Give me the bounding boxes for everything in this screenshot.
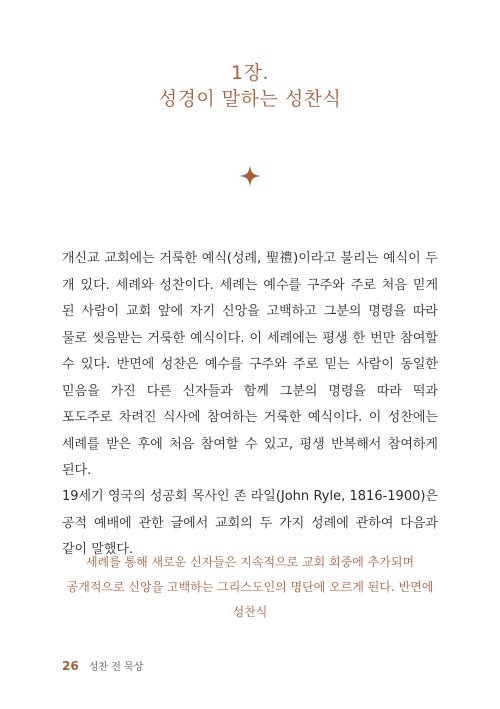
running-title: 성찬 전 묵상 (88, 662, 144, 673)
page-number: 26 (62, 659, 79, 673)
four-point-star-icon (238, 164, 262, 188)
body-paragraph-2: 19세기 영국의 성공회 목사인 존 라일(John Ryle, 1816-1900)은 공적 예배에 관한 글에서 교회의 두 가지 성례에 관하여 다음과 같이 말했다. (62, 489, 438, 557)
chapter-number: 1장. (231, 62, 269, 84)
page-footer (62, 658, 143, 673)
body-paragraph-1: 개신교 교회에는 거룩한 예식(성례, 聖禮)이라고 불리는 예식이 두 개 있다. 세례와 성찬이다. 세례는 예수를 구주와 주로 처음 믿게 된 사람이 교회 앞에 자기 신앙을 고백하고 그분의 명령을 따라 물로 씻음받는 거룩한 예식이다. 이 세례에는 평생 한 번만 참여할 수 있다. 반면에 성찬은 예수를 구주와 주로 믿는 사람이 동일한 믿음을 가진 다른 신자들과 함께 그분의 명령을 따라 떡과 포도주로 차려진 식사에 참여하는 거룩한 예식이다. 이 성찬에는 세례를 받은 후에 처음 참여할 수 있고, 평생 반복해서 참여하게 된다. (62, 251, 438, 478)
block-quote: 세례를 통해 새로운 신자들은 지속적으로 교회 회중에 추가되며 공개적으로 신앙을 고백하는 그리스도인의 명단에 오르게 된다. 반면에 성찬식 (66, 555, 434, 619)
chapter-title: 성경이 말하는 성찬식 (158, 88, 342, 110)
chapter-heading (0, 60, 500, 112)
